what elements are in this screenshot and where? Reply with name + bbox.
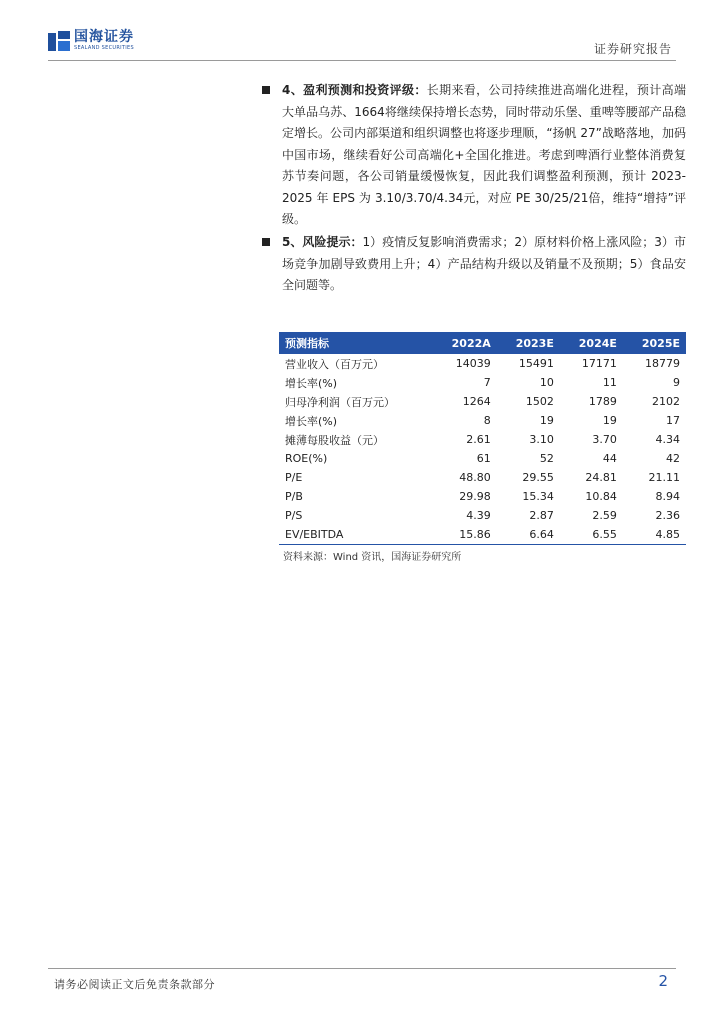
value-cell: 1789: [588, 395, 617, 408]
value-cell: 8.94: [655, 490, 680, 503]
table-row: [279, 449, 686, 468]
value-cell: 14039: [455, 357, 491, 370]
table-header-row: [279, 332, 686, 354]
row-label-cell: 增长率(%): [285, 414, 338, 428]
row-label-cell: EV/EBITDA: [279, 525, 432, 545]
logo-english-name: SEALAND SECURITIES: [74, 45, 134, 51]
value-cell: 44: [602, 452, 617, 465]
value-cell: 4.85: [623, 525, 686, 545]
value-cell: 3.10: [529, 433, 554, 446]
table-row: [279, 525, 686, 545]
value-cell: 2.59: [592, 509, 617, 522]
column-header: 2022A: [432, 332, 496, 354]
value-cell: 11: [602, 376, 617, 389]
value-cell: 24.81: [585, 471, 617, 484]
value-cell: 1502: [525, 395, 554, 408]
value-cell: 8: [483, 414, 491, 427]
forecast-table: [279, 332, 686, 545]
value-cell: 15.86: [432, 525, 496, 545]
value-cell: 6.64: [497, 525, 560, 545]
section-body: 1）疫情反复影响消费需求；2）原材料价格上涨风险；3）市场竞争加剧导致费用上升；4）产品结构升级以及销量不及预期；5）食品安全问题等。: [282, 235, 686, 292]
risk-warning-section: [282, 232, 686, 297]
table-row: [279, 468, 686, 487]
row-label-cell: 营业收入（百万元）: [285, 357, 384, 371]
profit-forecast-section: [282, 80, 686, 231]
table-row: [279, 487, 686, 506]
footer-divider: [48, 968, 676, 969]
column-header: 2024E: [560, 332, 623, 354]
value-cell: 2102: [652, 395, 680, 408]
value-cell: 2.36: [655, 509, 680, 522]
value-cell: 29.55: [522, 471, 554, 484]
value-cell: 2.87: [529, 509, 554, 522]
value-cell: 6.55: [560, 525, 623, 545]
value-cell: 52: [539, 452, 554, 465]
value-cell: 1264: [462, 395, 491, 408]
report-type-label: 证券研究报告: [593, 42, 672, 56]
value-cell: 3.70: [592, 433, 617, 446]
value-cell: 61: [476, 452, 491, 465]
value-cell: 2.61: [466, 433, 491, 446]
value-cell: 15.34: [522, 490, 554, 503]
table-row: [279, 392, 686, 411]
table-row: [279, 373, 686, 392]
column-header: 预测指标: [279, 332, 432, 354]
row-label-cell: 归母净利润（百万元）: [285, 395, 395, 409]
row-label-cell: P/S: [285, 509, 303, 522]
column-header: 2023E: [497, 332, 560, 354]
value-cell: 21.11: [648, 471, 680, 484]
value-cell: 19: [539, 414, 554, 427]
row-label-cell: ROE(%): [285, 452, 328, 465]
value-cell: 7: [483, 376, 491, 389]
logo-chinese-name: 国海证券: [74, 29, 134, 45]
value-cell: 18779: [645, 357, 680, 370]
page-number: 2: [658, 972, 668, 990]
footer-disclaimer: 请务必阅读正文后免责条款部分: [54, 978, 215, 991]
value-cell: 10: [539, 376, 554, 389]
column-header: 2025E: [623, 332, 686, 354]
value-cell: 29.98: [459, 490, 491, 503]
table-row: [279, 430, 686, 449]
row-label-cell: 增长率(%): [285, 376, 338, 390]
bullet-icon: [262, 86, 270, 94]
value-cell: 10.84: [585, 490, 617, 503]
table-row: [279, 354, 686, 373]
section-heading: 4、盈利预测和投资评级：: [282, 83, 427, 97]
value-cell: 42: [666, 452, 680, 465]
row-label-cell: P/B: [285, 490, 303, 503]
value-cell: 17: [666, 414, 680, 427]
sealand-logo-icon: [48, 31, 70, 51]
row-label-cell: P/E: [285, 471, 303, 484]
value-cell: 17171: [581, 357, 617, 370]
bullet-icon: [262, 238, 270, 246]
header-divider: [48, 60, 676, 61]
company-logo: [48, 30, 134, 51]
value-cell: 15491: [518, 357, 554, 370]
section-heading: 5、风险提示：: [282, 235, 363, 249]
value-cell: 19: [602, 414, 617, 427]
table-row: [279, 411, 686, 430]
table-row: [279, 506, 686, 525]
value-cell: 48.80: [459, 471, 491, 484]
table-source-note: 资料来源：Wind 资讯，国海证券研究所: [283, 552, 462, 563]
section-body: 长期来看，公司持续推进高端化进程，预计高端大单品乌苏、1664将继续保持增长态势，同时带动乐堡、重啤等腰部产品稳定增长。公司内部渠道和组织调整也将逐步理顺，“扬帆 27”战略落地，加码中国市场，继续看好公司高端化+全国化推进。考虑到啤酒行业整体消费复苏节奏问题，各公司销量缓慢恢复，因此我们调整盈利预测，预计 2023-2025 年 EPS 为 3.10/3.70/4.34元，对应 PE 30/25/21倍，维持“增持”评级。: [282, 83, 686, 226]
value-cell: 4.39: [466, 509, 491, 522]
value-cell: 4.34: [655, 433, 680, 446]
row-label-cell: 摊薄每股收益（元）: [285, 433, 384, 447]
value-cell: 9: [673, 376, 680, 389]
